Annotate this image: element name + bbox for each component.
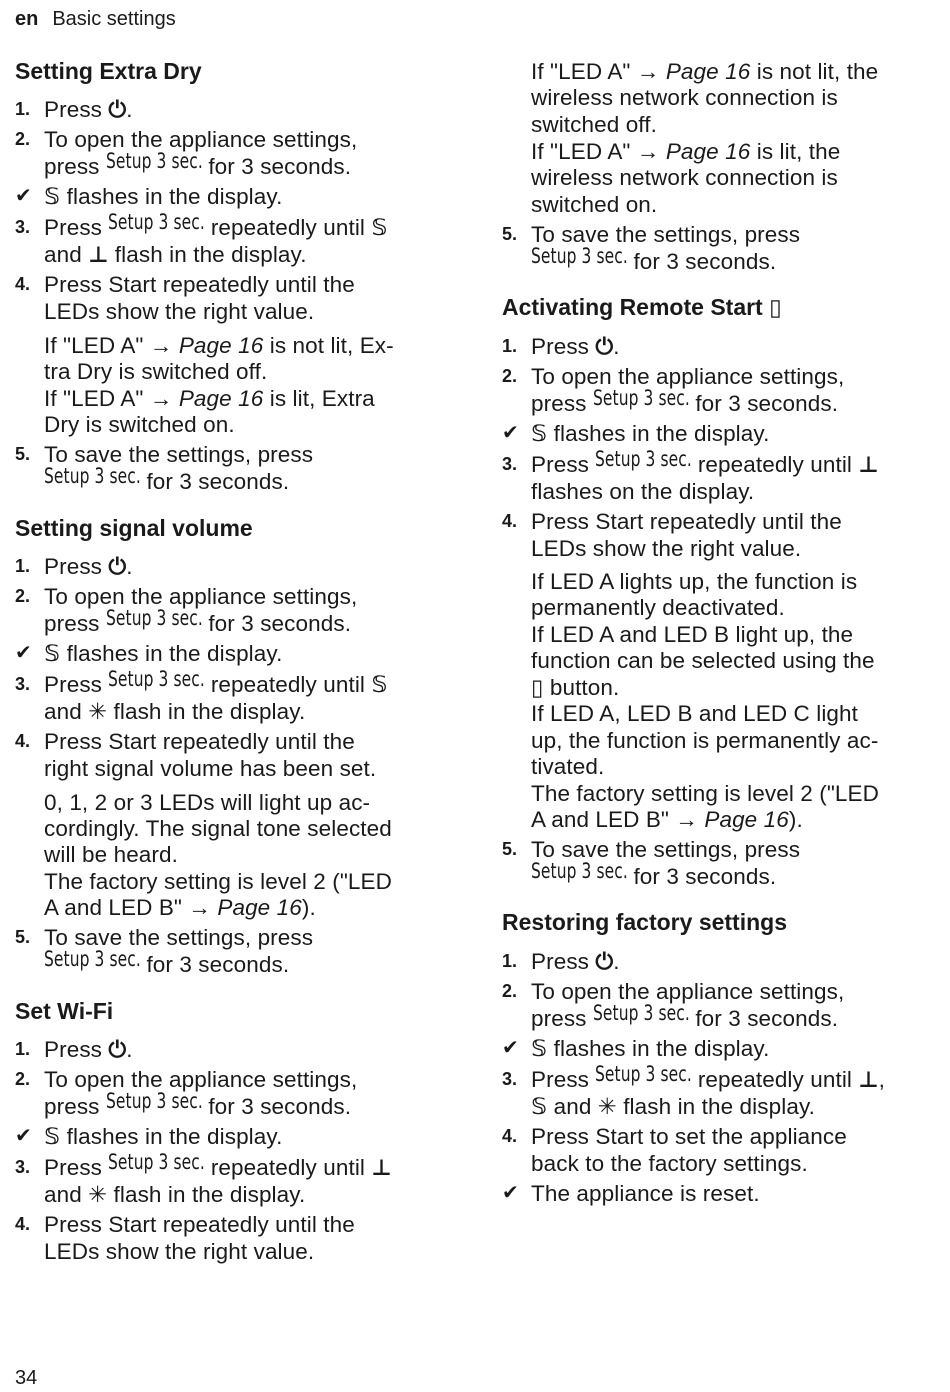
note-line: If "LED A" → Page 16 is lit, Extra <box>44 386 375 411</box>
dry-icon: 𝕊 <box>44 641 61 666</box>
step-number: 5. <box>502 839 518 859</box>
step-open-settings-cont: press Setup 3 sec. for 3 seconds. <box>44 1089 352 1119</box>
step-press-power: Press ⏻. <box>44 554 133 579</box>
setup-key: Setup 3 sec. <box>105 606 203 630</box>
note-line: If LED A, LED B and LED C light <box>531 701 859 726</box>
step-press-power: Press ⏻. <box>44 1037 133 1062</box>
step-number: 3. <box>502 1069 518 1089</box>
step-open-settings: To open the appliance settings, <box>44 1067 358 1092</box>
tap-icon: ⊥ <box>371 1155 392 1180</box>
step-open-settings: To open the appliance settings, <box>44 127 358 152</box>
result-flashes: 𝕊 flashes in the display. <box>531 421 770 446</box>
step-number: 4. <box>15 731 31 751</box>
setup-key: Setup 3 sec. <box>44 947 141 971</box>
step-repeat-setup-cont: flashes on the display. <box>531 479 755 504</box>
step-number: 4. <box>502 511 518 531</box>
step-number: 1. <box>15 99 31 119</box>
step-number: 2. <box>502 981 518 1001</box>
power-icon: ⏻ <box>595 949 614 974</box>
step-press-start: Press Start repeatedly until the <box>531 509 842 534</box>
step-number: 2. <box>15 129 31 149</box>
dry-icon: 𝕊 <box>531 421 548 446</box>
result-flashes: 𝕊 flashes in the display. <box>531 1036 770 1061</box>
step-repeat-setup-cont: 𝕊 and ✳ flash in the display. <box>531 1094 815 1119</box>
step-repeat-setup-cont: and ⊥ flash in the display. <box>44 242 307 267</box>
step-press-power: Press ⏻. <box>44 97 133 122</box>
step-number: 5. <box>15 444 31 464</box>
result-flashes: 𝕊 flashes in the display. <box>44 1124 283 1149</box>
note-line: The factory setting is level 2 ("LED <box>44 869 392 894</box>
step-save: To save the settings, press <box>44 925 314 950</box>
setup-key: Setup 3 sec. <box>595 1062 693 1086</box>
note-line: function can be selected using the <box>531 648 875 673</box>
tap-icon: ⊥ <box>858 1067 879 1092</box>
check-icon: ✔ <box>502 1037 519 1059</box>
setup-key: Setup 3 sec. <box>108 210 206 234</box>
setup-key: Setup 3 sec. <box>105 149 203 173</box>
step-open-settings: To open the appliance settings, <box>531 979 845 1004</box>
step-save-cont: Setup 3 sec. for 3 seconds. <box>531 859 777 889</box>
setup-key: Setup 3 sec. <box>105 1089 203 1113</box>
power-icon: ⏻ <box>108 97 127 122</box>
step-press-start: Press Start repeatedly until the <box>44 1212 355 1237</box>
check-icon: ✔ <box>15 1125 32 1147</box>
section-title-factory: Restoring factory settings <box>502 909 787 935</box>
setup-key: Setup 3 sec. <box>108 667 206 691</box>
page-header <box>15 7 176 31</box>
step-number: 4. <box>502 1126 518 1146</box>
note-line: tivated. <box>531 754 605 779</box>
result-flashes: 𝕊 flashes in the display. <box>44 641 283 666</box>
step-repeat-setup: Press Setup 3 sec. repeatedly until ⊥ <box>44 1150 392 1180</box>
dry-icon: 𝕊 <box>371 672 388 697</box>
dry-icon: 𝕊 <box>371 215 388 240</box>
step-repeat-setup: Press Setup 3 sec. repeatedly until ⊥ <box>531 447 879 477</box>
page-number: 34 <box>15 1367 38 1389</box>
section-title-extra-dry: Setting Extra Dry <box>15 58 202 84</box>
check-icon: ✔ <box>15 185 32 207</box>
note-line: If "LED A" → Page 16 is not lit, Ex- <box>44 333 394 358</box>
note-line: tra Dry is switched off. <box>44 359 268 384</box>
step-number: 2. <box>502 366 518 386</box>
note-line: cordingly. The signal tone selected <box>44 816 392 841</box>
header-title: Basic settings <box>52 8 176 30</box>
note-line: A and LED B" → Page 16). <box>531 807 803 832</box>
step-number: 4. <box>15 1214 31 1234</box>
step-save-cont: Setup 3 sec. for 3 seconds. <box>531 244 777 274</box>
check-icon: ✔ <box>15 642 32 664</box>
dry-icon: 𝕊 <box>531 1094 548 1119</box>
step-number: 1. <box>502 336 518 356</box>
step-press-start-cont: LEDs show the right value. <box>531 536 802 561</box>
step-number: 3. <box>15 674 31 694</box>
step-number: 1. <box>15 1039 31 1059</box>
step-number: 3. <box>502 454 518 474</box>
language-code: en <box>15 8 39 30</box>
star-icon: ✳ <box>88 1182 108 1207</box>
remote-start-icon: ▯ <box>531 675 544 700</box>
step-repeat-setup-cont: and ✳ flash in the display. <box>44 699 306 724</box>
step-number: 3. <box>15 1157 31 1177</box>
setup-key: Setup 3 sec. <box>592 1001 690 1025</box>
step-save: To save the settings, press <box>531 837 801 862</box>
step-number: 2. <box>15 1069 31 1089</box>
step-repeat-setup: Press Setup 3 sec. repeatedly until 𝕊 <box>44 667 388 697</box>
step-repeat-setup-cont: and ✳ flash in the display. <box>44 1182 306 1207</box>
dry-icon: 𝕊 <box>531 1036 548 1061</box>
tap-icon: ⊥ <box>88 242 109 267</box>
step-press-start-cont: LEDs show the right value. <box>44 1239 315 1264</box>
note-line: switched off. <box>531 112 657 137</box>
step-number: 3. <box>15 217 31 237</box>
note-line: wireless network connection is <box>531 85 838 110</box>
step-number: 5. <box>502 224 518 244</box>
step-save: To save the settings, press <box>531 222 801 247</box>
note-line: If LED A and LED B light up, the <box>531 622 854 647</box>
step-press-start-cont: back to the factory settings. <box>531 1151 808 1176</box>
section-title-wifi: Set Wi-Fi <box>15 998 114 1024</box>
step-press-power: Press ⏻. <box>531 334 620 359</box>
note-line: If "LED A" → Page 16 is lit, the <box>531 139 841 164</box>
note-line: ▯ button. <box>531 675 620 700</box>
step-repeat-setup: Press Setup 3 sec. repeatedly until 𝕊 <box>44 210 388 240</box>
star-icon: ✳ <box>88 699 108 724</box>
step-open-settings: To open the appliance settings, <box>44 584 358 609</box>
check-icon: ✔ <box>502 1182 519 1204</box>
remote-start-icon: ▯ <box>769 294 782 320</box>
tap-icon: ⊥ <box>858 452 879 477</box>
note-line: Dry is switched on. <box>44 412 235 437</box>
power-icon: ⏻ <box>595 334 614 359</box>
setup-key: Setup 3 sec. <box>44 464 141 488</box>
step-press-start: Press Start repeatedly until the <box>44 272 355 297</box>
note-line: switched on. <box>531 192 658 217</box>
step-number: 5. <box>15 927 31 947</box>
power-icon: ⏻ <box>108 1037 127 1062</box>
step-number: 4. <box>15 274 31 294</box>
step-repeat-setup: Press Setup 3 sec. repeatedly until ⊥, <box>531 1062 885 1092</box>
step-save: To save the settings, press <box>44 442 314 467</box>
note-line: wireless network connection is <box>531 165 838 190</box>
step-number: 1. <box>502 951 518 971</box>
setup-key: Setup 3 sec. <box>108 1150 206 1174</box>
step-open-settings: To open the appliance settings, <box>531 364 845 389</box>
step-open-settings-cont: press Setup 3 sec. for 3 seconds. <box>44 149 352 179</box>
result-flashes: 𝕊 flashes in the display. <box>44 184 283 209</box>
setup-key: Setup 3 sec. <box>592 386 690 410</box>
step-number: 2. <box>15 586 31 606</box>
dry-icon: 𝕊 <box>44 184 61 209</box>
section-title-signal: Setting signal volume <box>15 515 253 541</box>
step-open-settings-cont: press Setup 3 sec. for 3 seconds. <box>531 1001 839 1031</box>
step-press-start-cont: LEDs show the right value. <box>44 299 315 324</box>
step-number: 1. <box>15 556 31 576</box>
result-reset: The appliance is reset. <box>531 1181 760 1206</box>
step-press-power: Press ⏻. <box>531 949 620 974</box>
note-line: permanently deactivated. <box>531 595 785 620</box>
dry-icon: 𝕊 <box>44 1124 61 1149</box>
step-press-start: Press Start repeatedly until the <box>44 729 355 754</box>
setup-key: Setup 3 sec. <box>595 447 693 471</box>
star-icon: ✳ <box>597 1094 617 1119</box>
note-line: up, the function is permanently ac- <box>531 728 879 753</box>
note-line: The factory setting is level 2 ("LED <box>531 781 879 806</box>
step-open-settings-cont: press Setup 3 sec. for 3 seconds. <box>44 606 352 636</box>
note-line: If LED A lights up, the function is <box>531 569 858 594</box>
note-line: will be heard. <box>44 842 178 867</box>
step-open-settings-cont: press Setup 3 sec. for 3 seconds. <box>531 386 839 416</box>
step-press-start-cont: right signal volume has been set. <box>44 756 377 781</box>
power-icon: ⏻ <box>108 554 127 579</box>
step-press-start: Press Start to set the appliance <box>531 1124 847 1149</box>
note-line: 0, 1, 2 or 3 LEDs will light up ac- <box>44 790 371 815</box>
step-save-cont: Setup 3 sec. for 3 seconds. <box>44 947 290 977</box>
setup-key: Setup 3 sec. <box>531 859 628 883</box>
check-icon: ✔ <box>502 422 519 444</box>
section-title-remote: Activating Remote Start ▯ <box>502 294 782 320</box>
note-line: A and LED B" → Page 16). <box>44 895 316 920</box>
setup-key: Setup 3 sec. <box>531 244 628 268</box>
step-save-cont: Setup 3 sec. for 3 seconds. <box>44 464 290 494</box>
note-line: If "LED A" → Page 16 is not lit, the <box>531 59 879 84</box>
